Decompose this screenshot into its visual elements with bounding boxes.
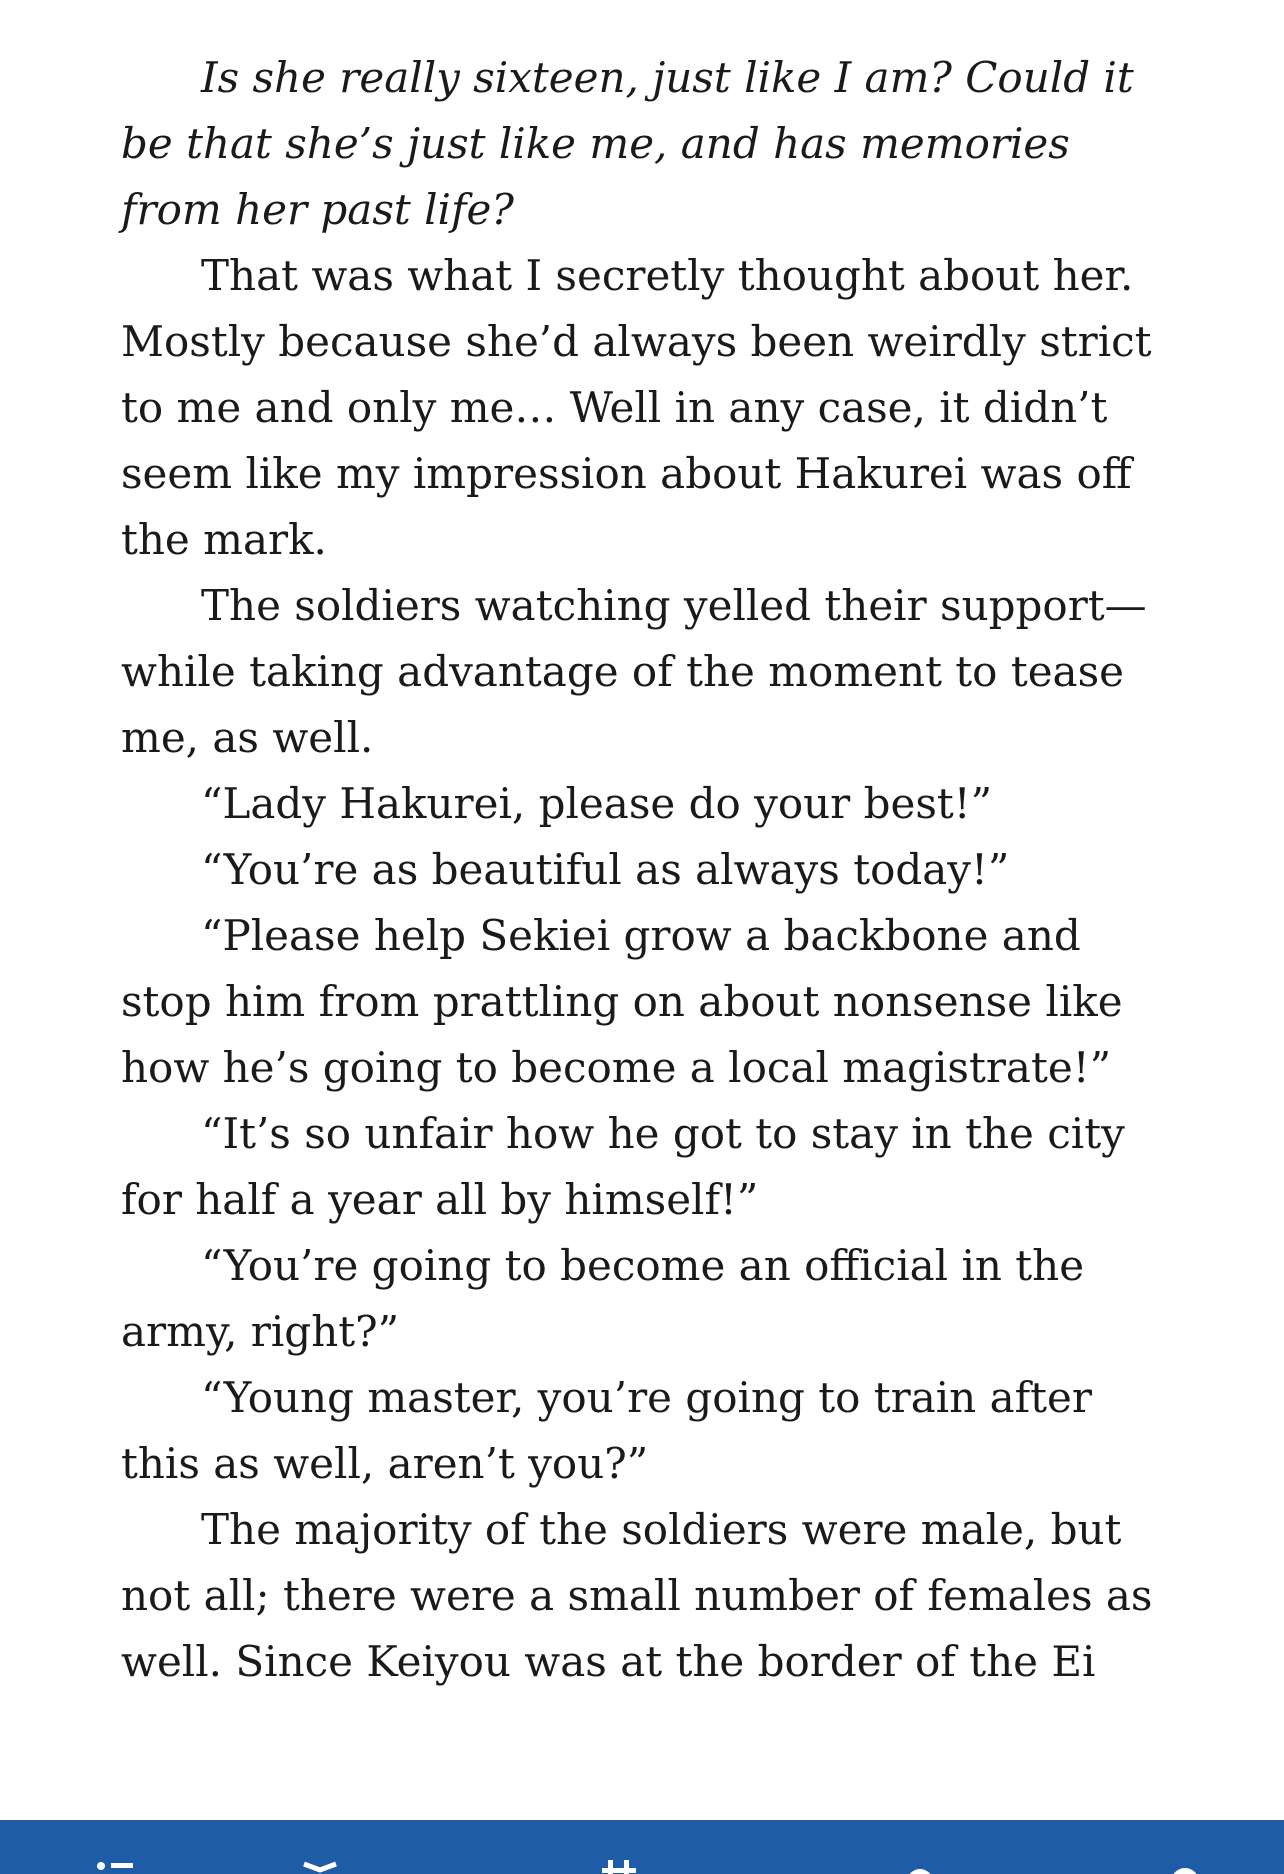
paragraph: Is she really sixteen, just like I am? Could it be that she’s just like me, and has memories from her past life? bbox=[121, 53, 1134, 234]
book-text bbox=[121, 45, 1171, 1695]
paragraph: The majority of the soldiers were male, but not all; there were a small number of females as well. Since Keiyou was at the border of the Ei bbox=[121, 1505, 1153, 1686]
paragraph: “It’s so unfair how he got to stay in the city for half a year all by himself!” bbox=[121, 1109, 1125, 1224]
paragraph: “Lady Hakurei, please do your best!” bbox=[201, 779, 993, 828]
paragraph: “You’re going to become an official in the army, right?” bbox=[121, 1241, 1085, 1356]
paragraph: “Young master, you’re going to train after this as well, aren’t you?” bbox=[121, 1373, 1092, 1488]
bookmark-icon[interactable] bbox=[300, 1860, 340, 1874]
settings-icon[interactable] bbox=[900, 1860, 940, 1874]
grid-icon[interactable] bbox=[600, 1860, 640, 1874]
menu-icon[interactable] bbox=[95, 1860, 135, 1874]
search-icon[interactable] bbox=[1165, 1860, 1205, 1874]
paragraph: That was what I secretly thought about her. Mostly because she’d always been weirdly strict to me and only me… Well in any case, it didn’t seem like my impression about Hakurei was off the mark. bbox=[121, 251, 1152, 564]
paragraph: “You’re as beautiful as always today!” bbox=[201, 845, 1010, 894]
paragraph: The soldiers watching yelled their support—while taking advantage of the moment to tease me, as well. bbox=[121, 581, 1147, 762]
bottom-toolbar bbox=[0, 1820, 1284, 1874]
paragraph: “Please help Sekiei grow a backbone and stop him from prattling on about nonsense like how he’s going to become a local magistrate!” bbox=[121, 911, 1123, 1092]
